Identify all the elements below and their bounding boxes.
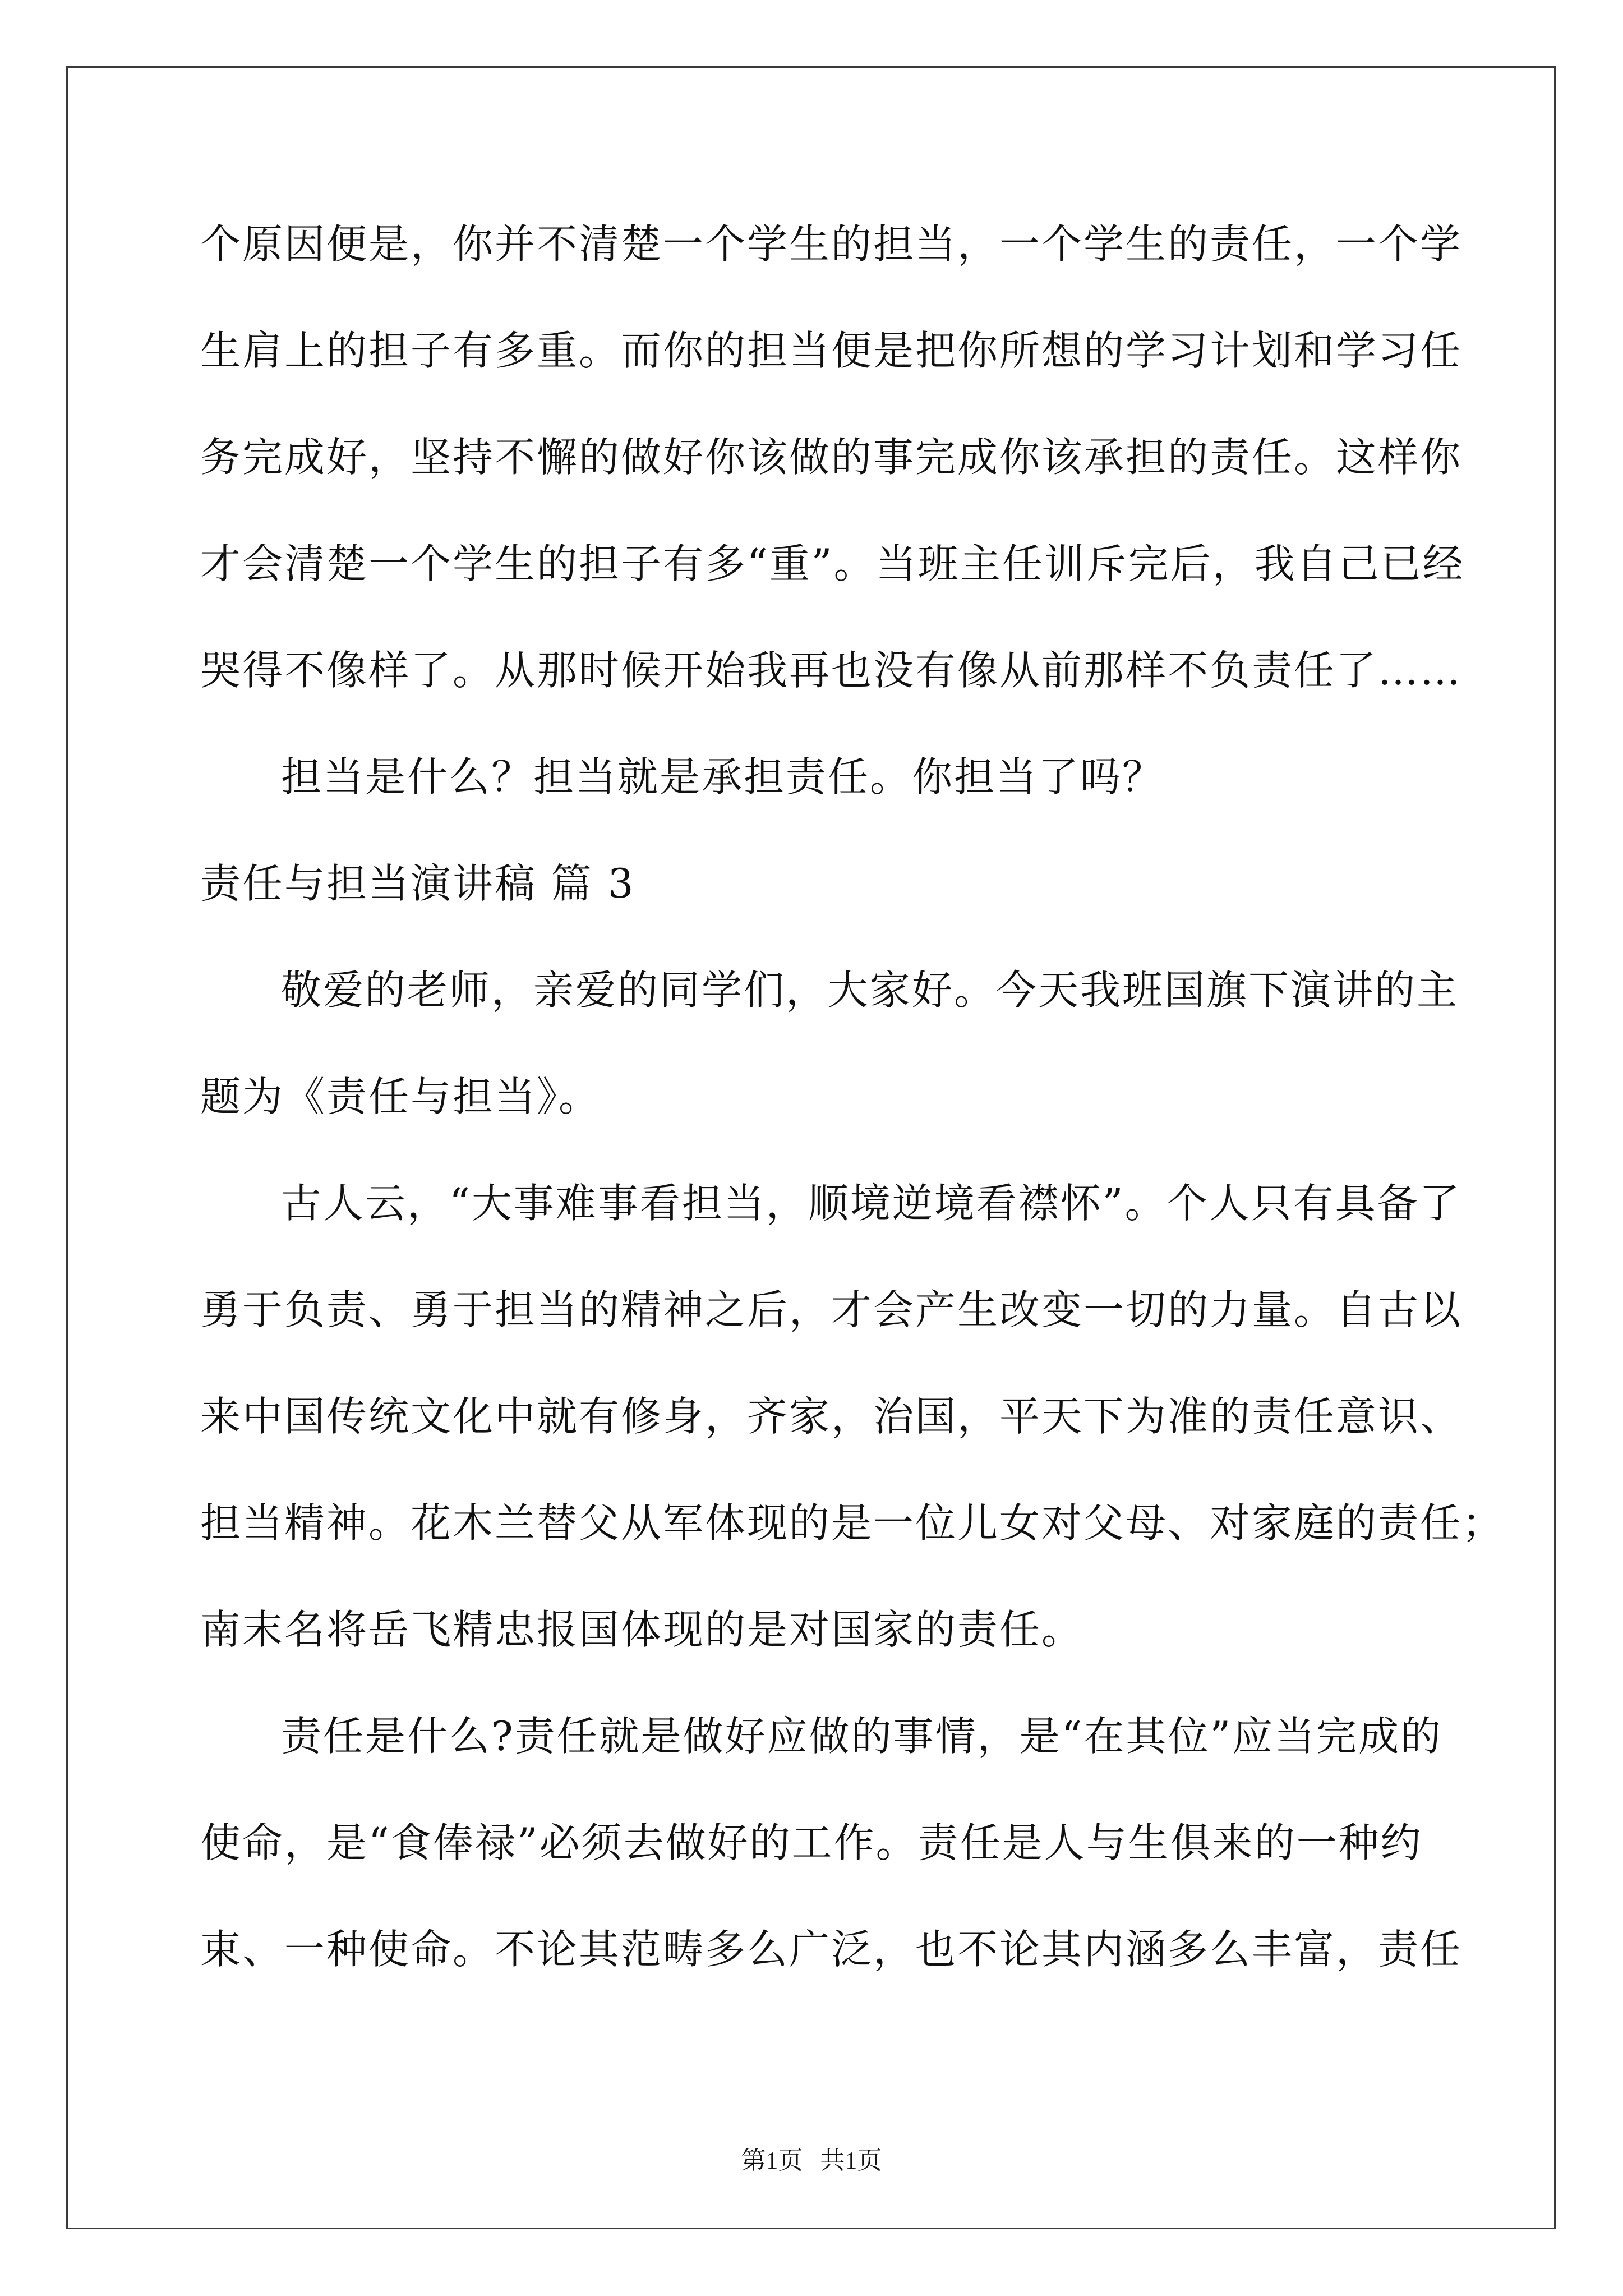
text-line: 哭得不像样了。从那时候开始我再也没有像从前那样不负责任了…… <box>200 647 1463 694</box>
text-line: 使命，是“食俸禄”必须去做好的工作。责任是人与生俱来的一种约 <box>200 1819 1423 1866</box>
page-footer <box>0 2140 1623 2176</box>
text-line: 来中国传统文化中就有修身，齐家，治国，平天下为准的责任意识、 <box>200 1393 1463 1440</box>
page-total: 共1页 <box>820 2147 882 2174</box>
text-line: 才会清楚一个学生的担子有多“重”。当班主任训斥完后，我自己已经 <box>200 540 1465 587</box>
page-border <box>66 66 1556 2229</box>
text-line: 务完成好，坚持不懈的做好你该做的事完成你该承担的责任。这样你 <box>200 434 1463 481</box>
text-line: 个原因便是，你并不清楚一个学生的担当，一个学生的责任，一个学 <box>200 220 1463 268</box>
section-heading: 责任与担当演讲稿 篇 3 <box>200 860 635 907</box>
paragraph-line: 敬爱的老师，亲爱的同学们，大家好。今天我班国旗下演讲的主 <box>281 967 1459 1014</box>
text-line: 勇于负责、勇于担当的精神之后，才会产生改变一切的力量。自古以 <box>200 1286 1463 1333</box>
text-line: 生肩上的担子有多重。而你的担当便是把你所想的学习计划和学习任 <box>200 327 1463 374</box>
page-number: 第1页 <box>741 2147 803 2174</box>
text-line: 束、一种使命。不论其范畴多么广泛，也不论其内涵多么丰富，责任 <box>200 1926 1463 1973</box>
paragraph-line: 责任是什么?责任就是做好应做的事情，是“在其位”应当完成的 <box>281 1713 1443 1760</box>
paragraph-line: 古人云，“大事难事看担当，顺境逆境看襟怀”。个人只有具备了 <box>281 1180 1461 1227</box>
text-line: 题为《责任与担当》。 <box>200 1073 601 1120</box>
text-line: 南末名将岳飞精忠报国体现的是对国家的责任。 <box>200 1606 1084 1653</box>
text-line: 担当精神。花木兰替父从军体现的是一位儿女对父母、对家庭的责任； <box>200 1499 1505 1547</box>
paragraph-line: 担当是什么？担当就是承担责任。你担当了吗？ <box>281 753 1165 800</box>
